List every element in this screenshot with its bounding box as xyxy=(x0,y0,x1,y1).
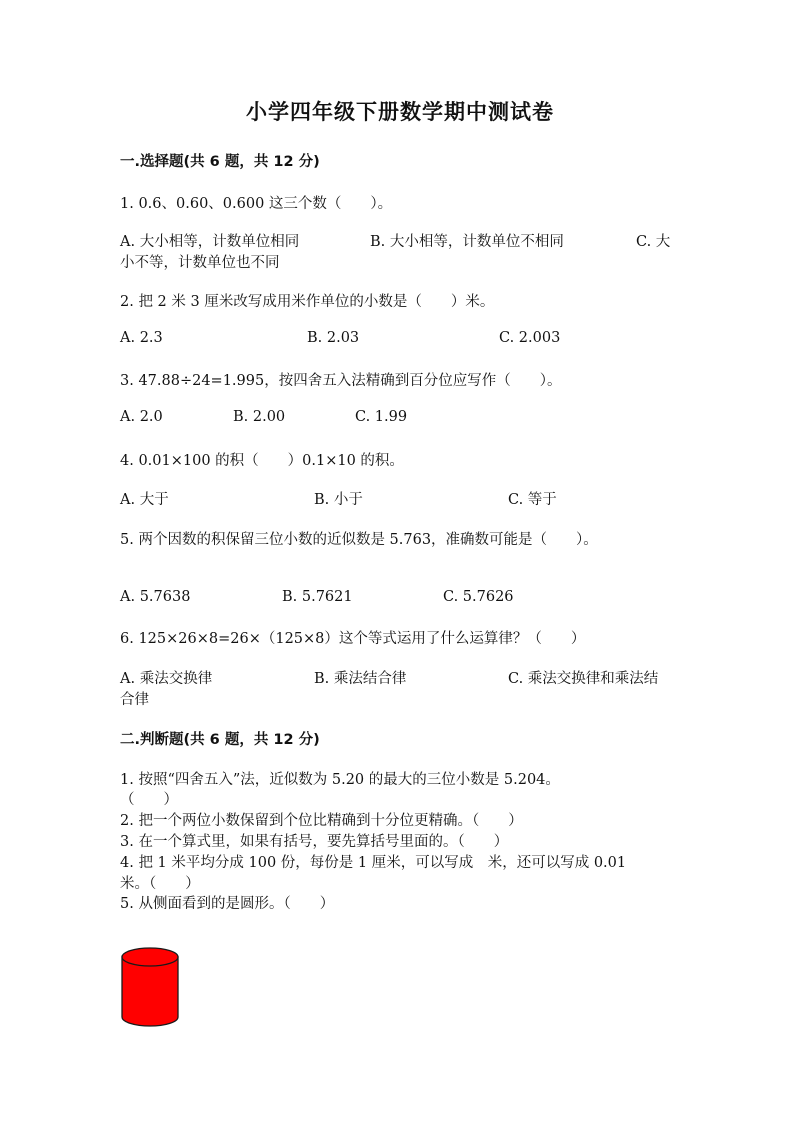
judgement-5: 5. 从侧面看到的是圆形。（ ） xyxy=(120,896,335,912)
question-5-option-a: A. 5.7638 xyxy=(120,589,191,605)
section-heading-choice: 一.选择题(共 6 题，共 12 分) xyxy=(120,154,320,170)
page-title: 小学四年级下册数学期中测试卷 xyxy=(246,100,554,124)
question-1-option-c-continued: 小不等，计数单位也不同 xyxy=(120,255,280,271)
question-6-option-c-continued: 合律 xyxy=(120,692,149,708)
question-1-stem: 1. 0.6、0.60、0.600 这三个数（ ）。 xyxy=(120,196,393,212)
question-6-stem: 6. 125×26×8=26×（125×8）这个等式运用了什么运算律？（ ） xyxy=(120,631,586,647)
question-4-stem: 4. 0.01×100 的积（ ）0.1×10 的积。 xyxy=(120,453,404,469)
judgement-3: 3. 在一个算式里，如果有括号，要先算括号里面的。（ ） xyxy=(120,834,509,850)
question-4-option-b: B. 小于 xyxy=(314,492,363,508)
question-5-stem: 5. 两个因数的积保留三位小数的近似数是 5.763，准确数可能是（ ）。 xyxy=(120,532,598,548)
question-1-option-b: B. 大小相等，计数单位不相同 xyxy=(370,234,564,250)
question-5-option-c: C. 5.7626 xyxy=(443,589,514,605)
question-6-option-c: C. 乘法交换律和乘法结 xyxy=(508,671,659,687)
cylinder-body xyxy=(122,957,178,1026)
section-heading-judgement: 二.判断题(共 6 题，共 12 分) xyxy=(120,732,320,748)
judgement-4-line-1: 4. 把 1 米平均分成 100 份，每份是 1 厘米，可以写成 米，还可以写成 0.01 xyxy=(120,855,627,871)
question-6-option-a: A. 乘法交换律 xyxy=(120,671,213,687)
judgement-4-line-2: 米。（ ） xyxy=(120,876,200,892)
question-1-option-c: C. 大 xyxy=(636,234,671,250)
question-1-option-a: A. 大小相等，计数单位相同 xyxy=(120,234,300,250)
question-3-stem: 3. 47.88÷24=1.995，按四舍五入法精确到百分位应写作（ ）。 xyxy=(120,373,562,389)
question-3-option-b: B. 2.00 xyxy=(233,409,286,425)
question-4-option-c: C. 等于 xyxy=(508,492,557,508)
red-cylinder-figure xyxy=(119,945,181,1029)
question-4-option-a: A. 大于 xyxy=(120,492,169,508)
question-2-stem: 2. 把 2 米 3 厘米改写成用米作单位的小数是（ ）米。 xyxy=(120,294,495,310)
cylinder-top-face xyxy=(122,948,178,966)
judgement-1-line-2: （ ） xyxy=(120,792,178,808)
question-2-option-b: B. 2.03 xyxy=(307,330,360,346)
question-5-option-b: B. 5.7621 xyxy=(282,589,353,605)
question-2-option-c: C. 2.003 xyxy=(499,330,561,346)
judgement-1-line-1: 1. 按照“四舍五入”法，近似数为 5.20 的最大的三位小数是 5.204。 xyxy=(120,772,560,788)
question-2-option-a: A. 2.3 xyxy=(120,330,163,346)
question-6-option-b: B. 乘法结合律 xyxy=(314,671,407,687)
judgement-2: 2. 把一个两位小数保留到个位比精确到十分位更精确。（ ） xyxy=(120,813,523,829)
question-3-option-c: C. 1.99 xyxy=(355,409,408,425)
question-3-option-a: A. 2.0 xyxy=(120,409,163,425)
